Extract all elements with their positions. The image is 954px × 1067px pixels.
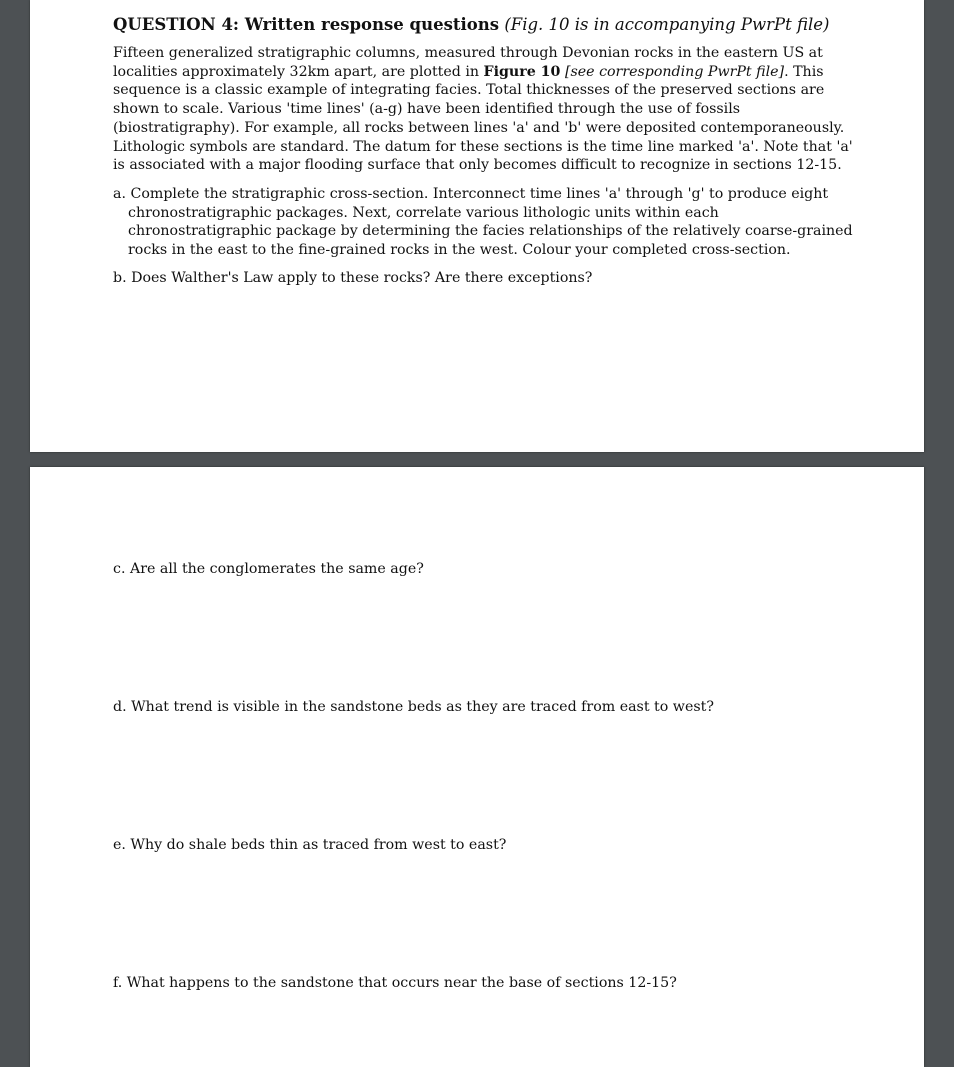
subquestion-c: c. Are all the conglomerates the same age? — [113, 561, 424, 577]
intro-file-ref: [see corresponding PwrPt file] — [564, 63, 785, 80]
document-page-1 — [30, 0, 924, 452]
subquestion-b: b. Does Walther's Law apply to these rocks? Are there exceptions? — [113, 270, 593, 286]
intro-text-1: Fifteen generalized stratigraphic columns, measured through Devonian rocks in the eastern US at localities approximately 32km apart, are plotted in — [113, 45, 823, 80]
subquestion-e: e. Why do shale beds thin as traced from west to east? — [113, 837, 507, 853]
document-page-2 — [30, 467, 924, 1067]
subquestion-f: f. What happens to the sandstone that occurs near the base of sections 12-15? — [113, 975, 677, 991]
question-title-note: (Fig. 10 is in accompanying PwrPt file) — [504, 15, 830, 34]
question-title-bold: QUESTION 4: Written response questions — [113, 15, 500, 34]
question-title — [113, 14, 853, 36]
subquestion-d: d. What trend is visible in the sandstone beds as they are traced from east to west? — [113, 699, 714, 715]
intro-figure-ref: Figure 10 — [483, 63, 561, 80]
question-intro — [113, 44, 853, 175]
subquestion-a: a. Complete the stratigraphic cross-section. Interconnect time lines 'a' through 'g' to produce eight chronostratigraphic packages. Next, correlate various lithologic units within each chronostratigraphic package by determining the facies relationships of the relatively coarse-grained rocks in the east to the fine-grained rocks in the west. Colour your completed cross-section. — [113, 186, 853, 259]
intro-text-2: . This sequence is a classic example of integrating facies. Total thicknesses of the preserved sections are shown to scale. Various 'time lines' (a-g) have been identified through the use of fossils (biostratigraphy). For example, all rocks between lines 'a' and 'b' were deposited contemporaneously. Lithologic symbols are standard. The datum for these sections is the time line marked 'a'. Note that 'a' is associated with a major flooding surface that only becomes difficult to recognize in sections 12-15. — [113, 63, 853, 174]
